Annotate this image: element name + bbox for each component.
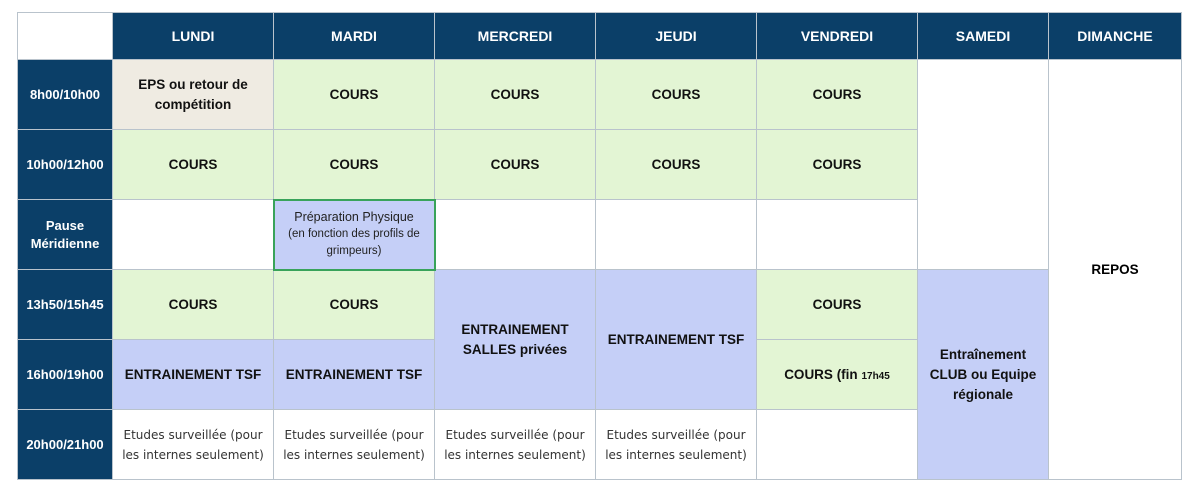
schedule-cell: Etudes surveillée (pour les internes seulement) bbox=[596, 410, 757, 480]
weekly-schedule bbox=[17, 12, 1182, 480]
schedule-cell: COURS bbox=[435, 60, 596, 130]
time-slot: 10h00/12h00 bbox=[18, 130, 113, 200]
prep-subtitle: (en fonction des profils de grimpeurs) bbox=[288, 228, 420, 257]
schedule-cell: Entraînement CLUB ou Equipe régionale bbox=[918, 270, 1049, 480]
header-row bbox=[18, 13, 1182, 60]
schedule-cell: COURS bbox=[274, 60, 435, 130]
schedule-cell: EPS ou retour de compétition bbox=[113, 60, 274, 130]
day-header-vendredi: VENDREDI bbox=[757, 13, 918, 60]
time-slot: 13h50/15h45 bbox=[18, 270, 113, 340]
schedule-cell: ENTRAINEMENT TSF bbox=[274, 340, 435, 410]
repos-cell: REPOS bbox=[1049, 60, 1182, 480]
day-header-lundi: LUNDI bbox=[113, 13, 274, 60]
schedule-cell: COURS bbox=[596, 130, 757, 200]
schedule-cell-empty bbox=[757, 200, 918, 270]
schedule-cell: COURS bbox=[757, 130, 918, 200]
schedule-cell: COURS bbox=[596, 60, 757, 130]
day-header-dimanche: DIMANCHE bbox=[1049, 13, 1182, 60]
schedule-cell bbox=[757, 340, 918, 410]
schedule-cell: Etudes surveillée (pour les internes seulement) bbox=[113, 410, 274, 480]
time-slot: 20h00/21h00 bbox=[18, 410, 113, 480]
schedule-cell: COURS bbox=[113, 270, 274, 340]
schedule-cell: COURS bbox=[757, 270, 918, 340]
row-13h50-15h45 bbox=[18, 270, 1182, 340]
cours-fin-time: 17h45 bbox=[861, 371, 890, 382]
schedule-cell: COURS bbox=[435, 130, 596, 200]
schedule-cell: ENTRAINEMENT TSF bbox=[113, 340, 274, 410]
schedule-cell: Etudes surveillée (pour les internes seulement) bbox=[435, 410, 596, 480]
time-slot: 8h00/10h00 bbox=[18, 60, 113, 130]
schedule-cell-empty bbox=[596, 200, 757, 270]
schedule-cell: ENTRAINEMENT TSF bbox=[596, 270, 757, 410]
day-header-mercredi: MERCREDI bbox=[435, 13, 596, 60]
schedule-cell-empty bbox=[435, 200, 596, 270]
schedule-cell: Etudes surveillée (pour les internes seulement) bbox=[274, 410, 435, 480]
day-header-samedi: SAMEDI bbox=[918, 13, 1049, 60]
schedule-cell-empty bbox=[113, 200, 274, 270]
schedule-cell-selected[interactable] bbox=[274, 200, 435, 270]
cours-fin-label: COURS (fin bbox=[784, 367, 858, 382]
schedule-cell: COURS bbox=[113, 130, 274, 200]
prep-title: Préparation Physique bbox=[294, 210, 414, 224]
schedule-cell: COURS bbox=[274, 270, 435, 340]
corner-cell bbox=[18, 13, 113, 60]
row-8h-10h bbox=[18, 60, 1182, 130]
schedule-cell: ENTRAINEMENT SALLES privées bbox=[435, 270, 596, 410]
time-slot: 16h00/19h00 bbox=[18, 340, 113, 410]
day-header-mardi: MARDI bbox=[274, 13, 435, 60]
schedule-cell: COURS bbox=[757, 60, 918, 130]
day-header-jeudi: JEUDI bbox=[596, 13, 757, 60]
schedule-cell-empty bbox=[918, 60, 1049, 270]
time-slot: Pause Méridienne bbox=[18, 200, 113, 270]
schedule-cell-empty bbox=[757, 410, 918, 480]
schedule-cell: COURS bbox=[274, 130, 435, 200]
